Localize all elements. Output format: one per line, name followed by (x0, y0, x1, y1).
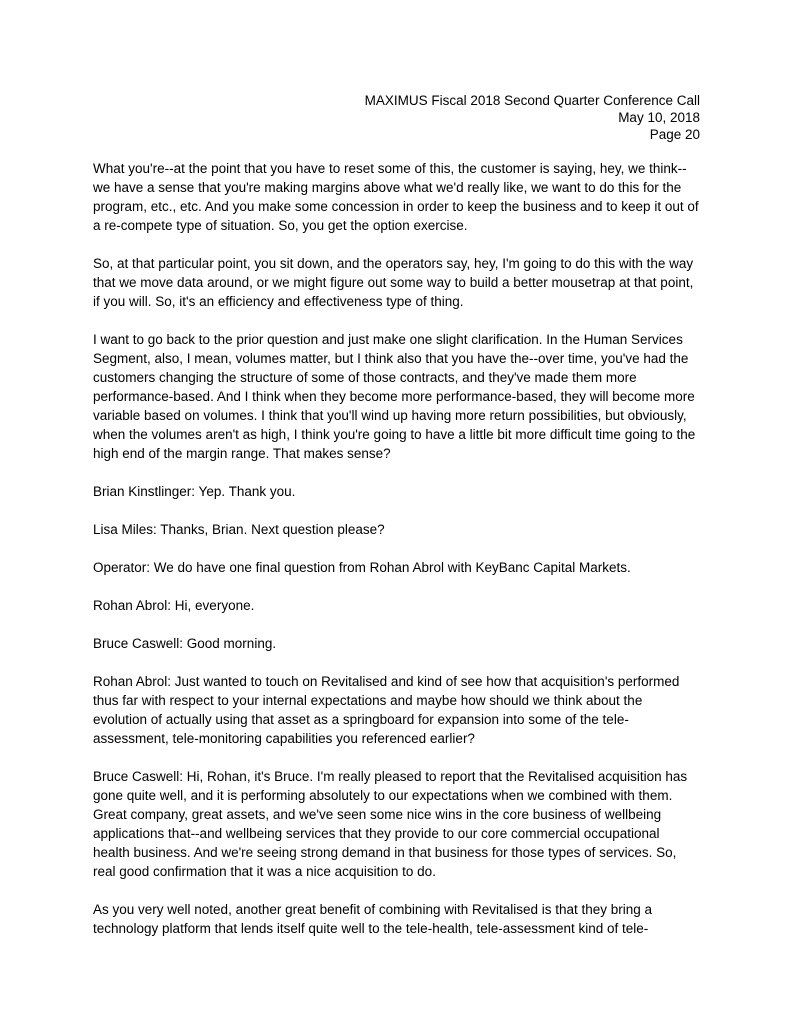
document-body (93, 159, 700, 938)
header-date: May 10, 2018 (618, 110, 700, 125)
transcript-speaker-line: Rohan Abrol: Hi, everyone. (93, 598, 255, 613)
transcript-speaker-line: Bruce Caswell: Good morning. (93, 636, 277, 651)
transcript-paragraph: As you very well noted, another great benefit of combining with Revitalised is that they bring a technology platform that lends itself quite well to the tele-health, tele-assessment kind of tele- (93, 902, 653, 936)
transcript-paragraph: Rohan Abrol: Just wanted to touch on Revitalised and kind of see how that acquisition's performed thus far with respect to your internal expectations and maybe how should we think about the evolution of actually using that asset as a springboard for expansion into some of the tele-assessment, tele-monitoring capabilities you referenced earlier? (93, 674, 680, 746)
document-header (93, 92, 700, 143)
transcript-paragraph: I want to go back to the prior question and just make one slight clarification. In the Human Services Segment, also, I mean, volumes matter, but I think also that you have the--over time, you've had the customers changing the structure of some of those contracts, and they've made them more performance-based. And I think when they become more performance-based, they will become more variable based on volumes. I think that you'll wind up having more return possibilities, but obviously, when the volumes aren't as high, I think you're going to have a little bit more difficult time going to the high end of the margin range. That makes sense? (93, 332, 696, 461)
header-title: MAXIMUS Fiscal 2018 Second Quarter Conference Call (364, 93, 700, 108)
transcript-paragraph: What you're--at the point that you have to reset some of this, the customer is saying, hey, we think--we have a sense that you're making margins above what we'd really like, we want to do this for the program, etc., etc. And you make some concession in order to keep the business and to keep it out of a re-compete type of situation. So, you get the option exercise. (93, 161, 699, 233)
transcript-speaker-line: Operator: We do have one final question from Rohan Abrol with KeyBanc Capital Markets. (93, 560, 631, 575)
header-page-number: Page 20 (649, 127, 700, 142)
transcript-speaker-line: Lisa Miles: Thanks, Brian. Next question please? (93, 522, 385, 537)
transcript-paragraph: Bruce Caswell: Hi, Rohan, it's Bruce. I'm really pleased to report that the Revitalised acquisition has gone quite well, and it is performing absolutely to our expectations when we combined with them. Great company, great assets, and we've seen some nice wins in the core business of wellbeing applications that--and wellbeing services that they provide to our core commercial occupational health business. And we're seeing strong demand in that business for those types of services. So, real good confirmation that it was a nice acquisition to do. (93, 769, 688, 879)
transcript-speaker-line: Brian Kinstlinger: Yep. Thank you. (93, 484, 296, 499)
transcript-paragraph: So, at that particular point, you sit down, and the operators say, hey, I'm going to do this with the way that we move data around, or we might figure out some way to build a better mousetrap at that point, if you will. So, it's an efficiency and effectiveness type of thing. (93, 256, 694, 309)
